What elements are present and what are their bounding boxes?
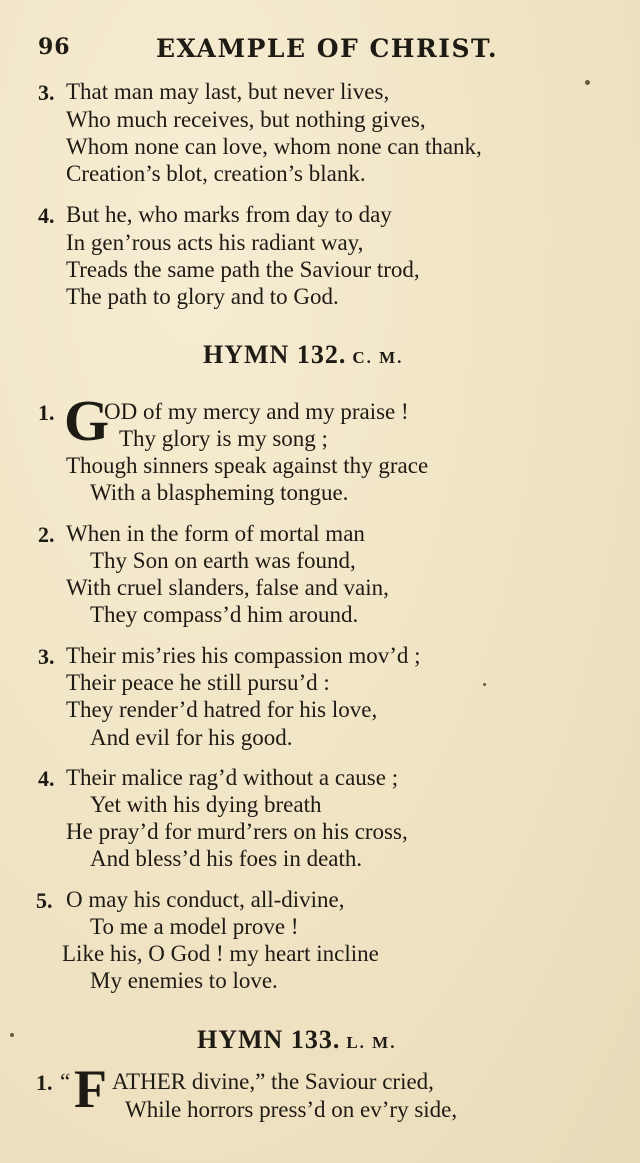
verse-line: My enemies to love.: [90, 968, 278, 993]
ink-speck: [585, 80, 590, 85]
hymn-title: [197, 1025, 396, 1055]
verse-line: Their mis’ries his compassion mov’d ;: [66, 643, 421, 668]
hymn-meter: C. M.: [352, 348, 404, 367]
opening-quote: “: [60, 1069, 71, 1094]
verse-line: Whom none can love, whom none can thank,: [66, 134, 482, 159]
stanza-number: 2.: [38, 522, 55, 547]
verse-line: Like his, O God ! my heart incline: [62, 941, 379, 966]
verse-line: While horrors press’d on ev’ry side,: [125, 1097, 458, 1122]
verse-line: And evil for his good.: [90, 725, 293, 750]
verse-line: Though sinners speak against thy grace: [66, 453, 429, 478]
stanza-number: 5.: [36, 888, 53, 913]
verse-line: That man may last, but never lives,: [66, 79, 390, 104]
verse-line: O may his conduct, all-divine,: [66, 887, 345, 912]
verse-line: ATHER divine,” the Saviour cried,: [112, 1069, 434, 1094]
verse-line: They compass’d him around.: [90, 602, 359, 627]
stanza-number: 3.: [38, 80, 55, 105]
hymn-number: HYMN 132.: [203, 340, 347, 369]
verse-line: Thy glory is my song ;: [119, 426, 328, 451]
drop-cap: F: [74, 1059, 107, 1119]
verse-line: To me a model prove !: [90, 914, 299, 939]
hymn-meter: L. M.: [346, 1033, 397, 1052]
verse-line: In gen’rous acts his radiant way,: [66, 230, 364, 255]
verse-line: OD of my mercy and my praise !: [104, 399, 409, 424]
verse-line: Treads the same path the Saviour trod,: [66, 257, 420, 282]
drop-cap: G: [64, 388, 110, 453]
stanza-number: 4.: [38, 203, 55, 228]
verse-line: Thy Son on earth was found,: [90, 548, 356, 573]
verse-line: Their malice rag’d without a cause ;: [66, 765, 399, 790]
stanza-number: 3.: [38, 644, 55, 669]
running-title: EXAMPLE OF CHRIST.: [156, 34, 499, 63]
verse-line: And bless’d his foes in death.: [90, 846, 363, 871]
verse-line: With a blaspheming tongue.: [90, 480, 349, 505]
verse-line: He pray’d for murd’rers on his cross,: [66, 819, 408, 844]
page-header: [38, 34, 598, 68]
stanza-number: 4.: [38, 766, 55, 791]
verse-line: Who much receives, but nothing gives,: [66, 107, 426, 132]
verse-line: Their peace he still pursu’d :: [66, 670, 330, 695]
stanza-number: 1.: [38, 400, 55, 425]
page-number: 96: [38, 34, 71, 60]
verse-line: Yet with his dying breath: [90, 792, 322, 817]
verse-line: With cruel slanders, false and vain,: [66, 575, 389, 600]
ink-speck: [10, 1033, 14, 1037]
stanza-number: 1.: [36, 1070, 53, 1095]
hymn-number: HYMN 133.: [197, 1025, 341, 1054]
verse-line: Creation’s blot, creation’s blank.: [66, 161, 366, 186]
verse-line: They render’d hatred for his love,: [66, 697, 378, 722]
verse-line: When in the form of mortal man: [66, 521, 365, 546]
verse-line: But he, who marks from day to day: [66, 202, 392, 227]
ink-speck: [483, 683, 486, 686]
hymn-title: [203, 340, 403, 370]
verse-line: The path to glory and to God.: [66, 284, 339, 309]
